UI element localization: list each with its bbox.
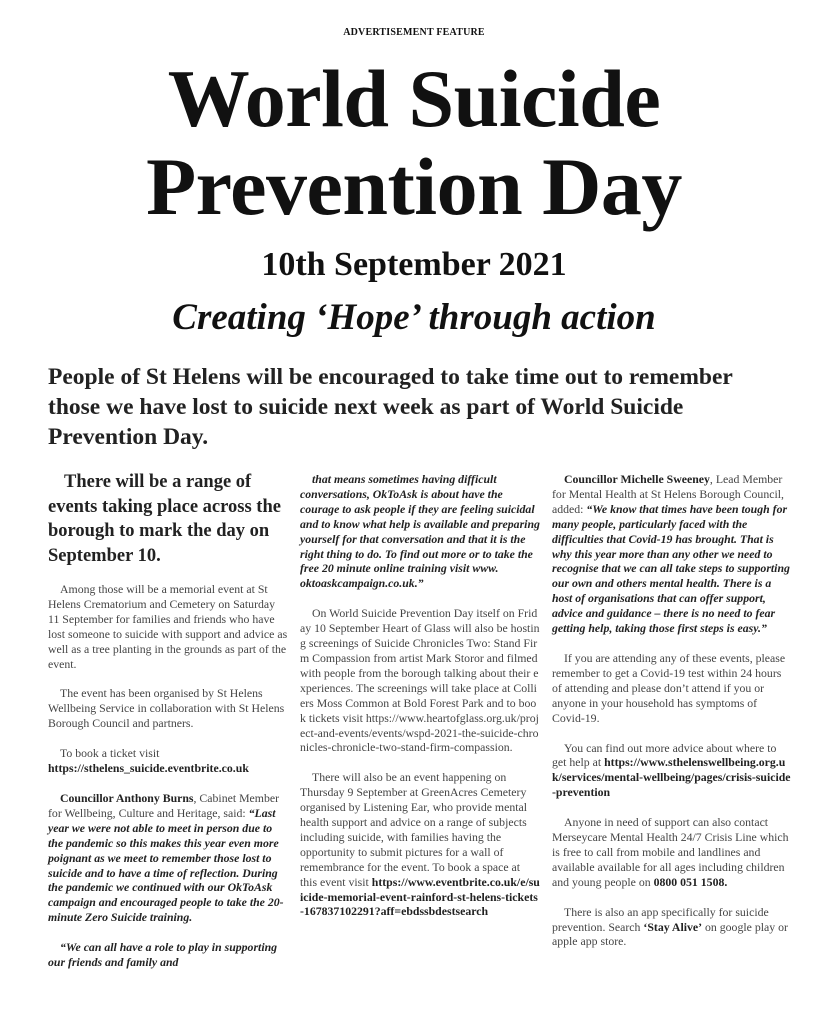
- paragraph: [48, 940, 288, 970]
- paragraph-text: You can find out more advice about where to get help at: [552, 740, 777, 770]
- app-name: ‘Stay Alive’: [643, 919, 703, 934]
- subheading: [48, 470, 288, 568]
- paragraph-text: on google play or apple app store.: [552, 919, 788, 949]
- paragraph-text: There will also be an event happening on Thursday 9 September at GreenAcres Cemetery organised by Listening Ear, who provide mental health support and advice on a range of subjects including suicide, with families having the opportunity to submit pictures for a wall of remembrance for the event. To book a space at this event visit: [300, 770, 528, 889]
- paragraph: [552, 815, 792, 890]
- intro-paragraph: People of St Helens will be encouraged to take time out to remember those we have lost to suicide next week as part of World Suicide Prevention Day.: [48, 364, 733, 450]
- event-date: 10th September 2021: [261, 246, 567, 283]
- phone-number: 0800 051 1508.: [653, 874, 728, 889]
- advertisement-label: ADVERTISEMENT FEATURE: [343, 27, 485, 38]
- paragraph: [552, 905, 792, 950]
- paragraph-text: There is also an app specifically for suicide prevention. Search: [552, 904, 769, 934]
- paragraph: [48, 791, 288, 925]
- tagline: Creating ‘Hope’ through action: [172, 297, 656, 338]
- paragraph: [48, 746, 288, 776]
- column-3: [552, 472, 792, 964]
- subheading-text: There will be a range of events taking place across the borough to mark the day on September 10.: [48, 472, 281, 566]
- paragraph-text: To book a ticket visit: [60, 746, 160, 761]
- paragraph: [552, 472, 792, 636]
- paragraph: [552, 741, 792, 801]
- event-link[interactable]: https://www.eventbrite.co.uk/e/suicide-memorial-event-rainford-st-helens-tickets-167837102291?aff=ebdssbdestsearch: [300, 874, 540, 919]
- quote: “We can all have a role to play in supporting our friends and family and: [48, 940, 278, 970]
- ticket-link[interactable]: https://sthelens_suicide.eventbrite.co.uk: [48, 761, 249, 776]
- quote: that means sometimes having difficult conversations, OkToAsk is about have the courage to ask people if they are feeling suicidal and to know what help is available and preparing yourself for that conversation and that it is the right thing to do. To find out more or to take the free 20 minute online training visit www. oktoaskcampaign.co.uk.”: [300, 472, 540, 591]
- paragraph-text: , Cabinet Member for Wellbeing, Culture and Heritage, said:: [48, 790, 280, 820]
- paragraph: [300, 472, 540, 591]
- column-1: [48, 470, 288, 985]
- headline-line-2: Prevention Day: [146, 141, 682, 232]
- speaker-name: Councillor Michelle Sweeney: [564, 472, 710, 486]
- paragraph: Among those will be a memorial event at St Helens Crematorium and Cemetery on Saturday 11 September for families and friends who have lost someone to suicide with support and advice as well as a tree planting in the grounds as part of the event.: [48, 582, 288, 671]
- paragraph-text: Anyone in need of support can also contact Merseycare Mental Health 24/7 Crisis Line which is free to call from mobile and landlines and available available for all ages including children and young people on: [552, 815, 789, 889]
- wellbeing-link[interactable]: https://www.sthelenswellbeing.org.uk/services/mental-wellbeing/pages/crisis-suicide-prevention: [552, 755, 791, 800]
- column-2: [300, 472, 540, 934]
- quote: “We know that times have been tough for many people, particularly faced with the difficulties that Covid-19 has brought. That is why this year more than any other we need to recognise that we can all take steps to supporting our own and others mental health. There is a host of organisations that can offer support, advice and guidance – there is no need to fear getting help, taking those first steps is easy.”: [552, 501, 790, 636]
- paragraph: The event has been organised by St Helens Wellbeing Service in collaboration with St Helens Borough Council and partners.: [48, 686, 285, 731]
- paragraph: If you are attending any of these events, please remember to get a Covid-19 test within 24 hours of attending and please don’t attend if you or anyone in your household has symptoms of Covid-19.: [552, 650, 786, 725]
- paragraph: [300, 770, 540, 919]
- quote: “Last year we were not able to meet in person due to the pandemic so this makes this year even more poignant as we meet to remember those lost to suicide and to have a time of reflection. During the pandemic we continued with our OkToAsk campaign and encouraged people to take the 20-minute Zero Suicide training.: [48, 805, 284, 925]
- speaker-name: Councillor Anthony Burns: [60, 790, 194, 805]
- paragraph-text: , Lead Member for Mental Health at St Helens Borough Council, added:: [552, 472, 784, 516]
- paragraph: On World Suicide Prevention Day itself on Friday 10 September Heart of Glass will also be hosting screenings of Suicide Chronicles Two: Stand Firm Compassion from artist Mark Storor and filmed with people from the borough talking about their experiences. The screenings will take place at Colliers Moss Common at Bold Forest Park and to book tickets visit https://www.heartofglass.org.uk/project-and-events/events/wspd-2021-the-suicide-chronicles-chronicle-two-stand-firm-compassion.: [300, 606, 540, 755]
- headline-line-1: World Suicide: [167, 53, 661, 144]
